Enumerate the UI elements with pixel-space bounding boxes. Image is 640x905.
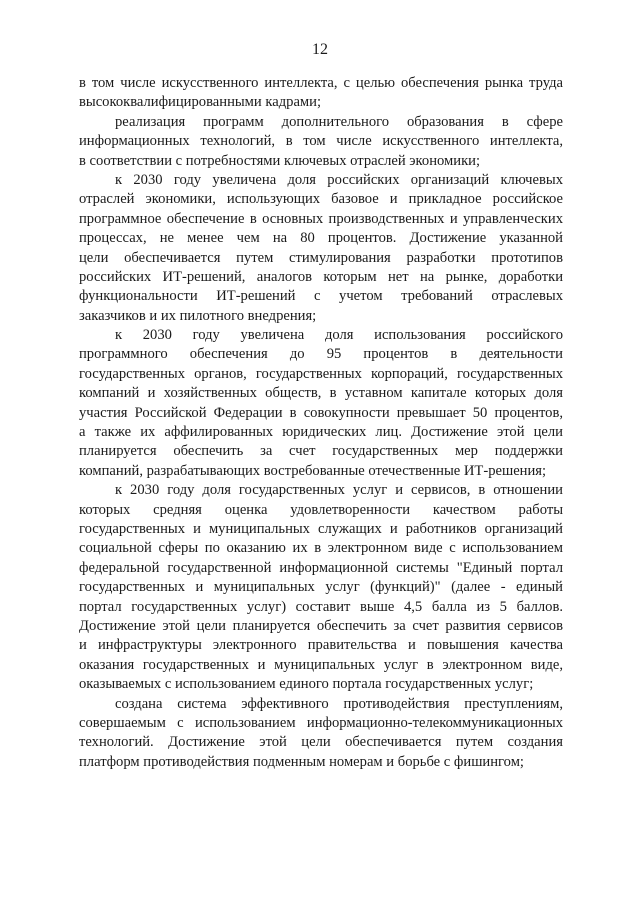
text-line: государственных и муниципальных услуг (функций)" (далее - единый (79, 579, 563, 596)
paragraph (79, 695, 563, 773)
paragraph (79, 113, 563, 171)
text-line: российских ИТ-решений, аналогов которым нет на рынке, доработки (79, 268, 563, 285)
text-line: технологий. Достижение этой цели обеспечивается путем создания (79, 734, 563, 751)
text-line: и инфраструктуры электронного правительства и повышения качества (79, 637, 563, 654)
text-line: в том числе искусственного интеллекта, с целью обеспечения рынка труда (79, 75, 563, 91)
text-line: высококвалифицированными кадрами; (79, 94, 322, 111)
text-line: федеральной государственной информационной системы "Единый портал (79, 559, 563, 576)
paragraph (79, 171, 563, 326)
text-line: к 2030 году увеличена доля российских организаций ключевых (115, 171, 563, 188)
document-body (79, 74, 563, 772)
text-line: к 2030 году увеличена доля использования российского (115, 327, 563, 344)
text-line: создана система эффективного противодействия преступлениям, (115, 695, 563, 712)
text-line: платформ противодействия подменным номерам и борьбе с фишингом; (79, 753, 524, 770)
text-line: которых средняя оценка удовлетворенности качеством работы (79, 501, 563, 518)
text-line: компаний и хозяйственных обществ, в уставном капитале которых доля (79, 385, 563, 402)
text-line: реализация программ дополнительного образования в сфере (115, 113, 563, 130)
text-line: цели обеспечивается путем стимулирования разработки прототипов (79, 249, 563, 266)
text-line: информационных технологий, в том числе искусственного интеллекта, (79, 133, 563, 150)
paragraph (79, 481, 563, 694)
text-line: к 2030 году доля государственных услуг и сервисов, в отношении (115, 482, 563, 499)
page-number: 12 (312, 41, 328, 58)
text-line: планируется обеспечить за счет государственных мер поддержки (79, 443, 563, 460)
text-line: государственных органов, государственных корпораций, государственных (79, 365, 563, 382)
text-line: участия Российской Федерации в совокупности превышает 50 процентов, (79, 404, 563, 421)
text-line: процессах, не менее чем на 80 процентов. Достижение указанной (79, 230, 563, 247)
text-line: программное обеспечение в основных производственных и управленческих (79, 210, 563, 227)
text-line: государственных и муниципальных служащих и работников организаций (79, 520, 563, 537)
text-line: отраслей экономики, использующих базовое и прикладное российское (79, 191, 563, 208)
text-line: функциональности ИТ-решений с учетом требований отраслевых (79, 288, 563, 305)
text-line: совершаемым с использованием информационно-телекоммуникационных (79, 714, 563, 731)
text-line: в соответствии с потребностями ключевых отраслей экономики; (79, 152, 481, 169)
text-line: Достижение этой цели планируется обеспечить за счет развития сервисов (79, 617, 563, 634)
text-line: оказания государственных и муниципальных услуг в электронном виде, (79, 656, 563, 673)
text-line: социальной сферы по оказанию их в электронном виде с использованием (79, 540, 563, 557)
text-line: компаний, разрабатывающих востребованные отечественные ИТ-решения; (79, 462, 547, 479)
text-line: заказчиков и их пилотного внедрения; (79, 307, 317, 324)
text-line: портал государственных услуг) составит выше 4,5 балла из 5 баллов. (79, 598, 563, 615)
paragraph (79, 74, 563, 113)
text-line: а также их аффилированных юридических лиц. Достижение этой цели (79, 424, 563, 441)
text-line: оказываемых с использованием единого портала государственных услуг; (79, 676, 534, 693)
paragraph (79, 326, 563, 481)
text-line: программного обеспечения до 95 процентов в деятельности (79, 346, 563, 363)
